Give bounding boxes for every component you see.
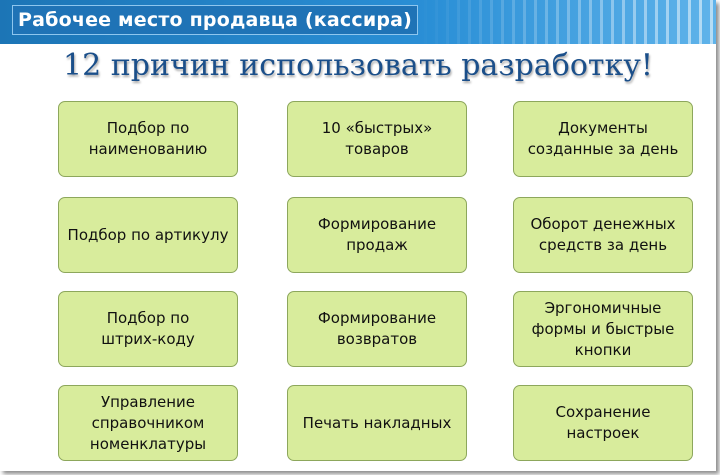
- header-title: Рабочее место продавца (кассира): [17, 9, 413, 31]
- card-label: Подбор по штрих-коду: [101, 309, 195, 348]
- card-save-settings[interactable]: [513, 385, 693, 461]
- card-ergonomic-forms[interactable]: [513, 291, 693, 367]
- card-barcode-search[interactable]: [58, 291, 238, 367]
- header-bar: [0, 0, 716, 44]
- card-label: Формирование возвратов: [317, 309, 437, 348]
- card-label: Управление справочником номенклатуры: [89, 392, 207, 453]
- card-label: Формирование продаж: [317, 215, 437, 254]
- card-name-search[interactable]: [58, 101, 238, 177]
- card-label: Подбор по наименованию: [88, 119, 208, 158]
- card-label: Печать накладных: [302, 413, 452, 432]
- header-stripes-decoration: [416, 0, 716, 44]
- card-label: Оборот денежных средств за день: [530, 215, 676, 254]
- card-label: Сохранение настроек: [555, 403, 651, 442]
- card-label: Документы созданные за день: [527, 119, 679, 158]
- card-cash-turnover[interactable]: [513, 197, 693, 273]
- card-article-search[interactable]: [58, 197, 238, 273]
- card-sales[interactable]: [287, 197, 467, 273]
- page-title: 12 причин использовать разработку!: [63, 48, 653, 83]
- card-catalog-management[interactable]: [58, 385, 238, 461]
- header-title-box: [12, 5, 418, 35]
- card-daily-documents[interactable]: [513, 101, 693, 177]
- card-print-invoices[interactable]: [287, 385, 467, 461]
- card-returns[interactable]: [287, 291, 467, 367]
- card-label: 10 «быстрых» товаров: [321, 119, 433, 158]
- card-label: Подбор по артикулу: [67, 225, 229, 244]
- card-quick-items[interactable]: [287, 101, 467, 177]
- card-label: Эргономичные формы и быстрые кнопки: [531, 298, 675, 359]
